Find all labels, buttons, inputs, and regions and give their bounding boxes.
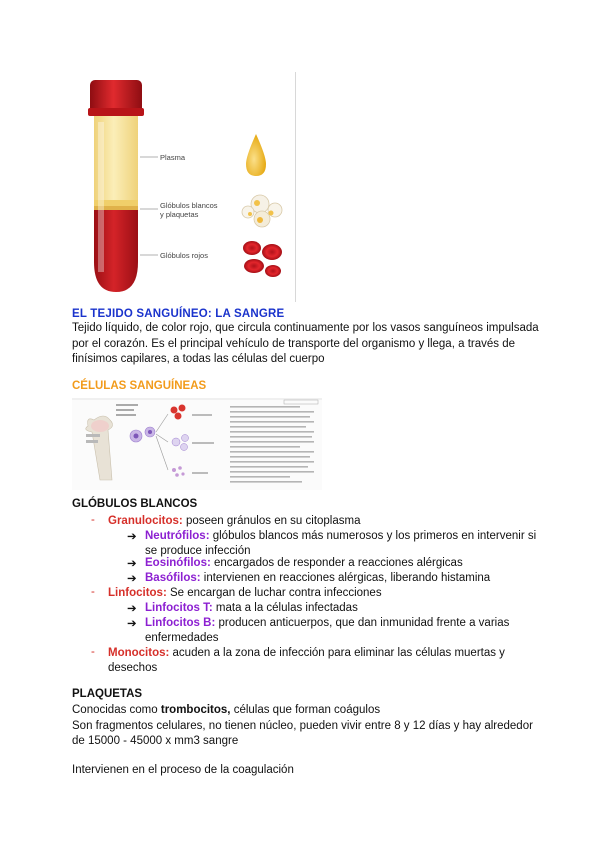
arrow-icon: ➔: [127, 573, 137, 585]
term-monocitos: Monocitos:: [108, 647, 170, 659]
desc-linfocitos-b-line1: producen anticuerpos, que dan inmunidad frente a varias: [215, 617, 510, 629]
list-item-linfocitos-b: [145, 616, 565, 646]
white-cells-label-line2: y plaquetas: [160, 210, 199, 219]
section-title-plaquetas: PLAQUETAS: [72, 688, 143, 700]
term-basofilos: Basófilos:: [145, 572, 201, 584]
figure-border: [295, 72, 296, 302]
plaquetas-line1-post: células que forman coágulos: [230, 704, 381, 716]
desc-granulocitos: poseen gránulos en su citoplasma: [182, 515, 361, 527]
hematopoiesis-illustration: [72, 398, 322, 490]
desc-basofilos: intervienen en reacciones alérgicas, liberando histamina: [200, 572, 491, 584]
plaquetas-line2: Son fragmentos celulares, no tienen núcleo, pueden vivir entre 8 y 12 días y hay alrededor: [72, 719, 533, 732]
section-title-tejido: EL TEJIDO SANGUÍNEO: LA SANGRE: [72, 308, 285, 320]
plaquetas-line4: Intervienen en el proceso de la coagulación: [72, 764, 294, 776]
term-granulocitos: Granulocitos:: [108, 515, 183, 527]
list-dash: -: [91, 586, 95, 598]
arrow-icon: ➔: [127, 618, 137, 630]
section-title-celulas: CÉLULAS SANGUÍNEAS: [72, 380, 207, 392]
blood-cells-figure: [72, 398, 322, 490]
desc-monocitos-line2: desechos: [108, 662, 158, 674]
list-item-linfocitos: [108, 586, 382, 601]
arrow-icon: ➔: [127, 531, 137, 543]
list-item-monocitos: [108, 646, 558, 676]
red-cells-cluster-icon: [243, 241, 282, 277]
desc-monocitos-line1: acuden a la zona de infección para eliminar las células muertas y: [169, 647, 505, 659]
plasma-label: Plasma: [160, 153, 186, 162]
term-linfocitos-t: Linfocitos T:: [145, 602, 213, 614]
section1-body-line1: Tejido líquido, de color rojo, que circula continuamente por los vasos sanguíneos impulsada: [72, 322, 539, 334]
section1-body-line2: por el corazón. Es el principal vehículo de transporte del organismo y llega, a través de: [72, 337, 515, 350]
plaquetas-body: [72, 703, 542, 750]
section1-body-line3: finísimos capilares, a todas las células del cuerpo: [72, 353, 325, 365]
white-cells-label-line1: Glóbulos blancos: [160, 201, 218, 210]
desc-eosinofilos: encargados de responder a reacciones alérgicas: [210, 557, 463, 569]
term-neutrofilos: Neutrófilos:: [145, 530, 210, 542]
desc-linfocitos-b-line2: enfermedades: [145, 632, 219, 644]
white-cells-cluster-icon: [242, 195, 282, 227]
term-eosinofilos: Eosinófilos:: [145, 557, 211, 569]
list-dash: -: [91, 514, 95, 526]
desc-linfocitos-t: mata a la células infectadas: [212, 602, 358, 614]
white-cells-label: [160, 201, 218, 219]
term-linfocitos: Linfocitos:: [108, 587, 167, 599]
plaquetas-line1-bold: trombocitos,: [160, 704, 231, 716]
red-cells-label: Glóbulos rojos: [160, 251, 208, 260]
arrow-icon: ➔: [127, 603, 137, 615]
desc-neutrofilos-line2: se produce infección: [145, 545, 251, 557]
plasma-drop-icon: [246, 134, 266, 176]
list-item-eosinofilos: [145, 556, 463, 571]
blood-tube-illustration: [78, 72, 296, 302]
section1-body: [72, 321, 542, 368]
arrow-icon: ➔: [127, 558, 137, 570]
desc-linfocitos: Se encargan de luchar contra infecciones: [166, 587, 382, 599]
section-title-globulos-blancos: GLÓBULOS BLANCOS: [72, 498, 198, 510]
list-item-neutrofilos: [145, 529, 565, 559]
plaquetas-line1-pre: Conocidas como: [72, 704, 161, 716]
desc-neutrofilos-line1: glóbulos blancos más numerosos y los primeros en intervenir si: [209, 530, 537, 542]
blood-tube-figure: [78, 72, 296, 302]
list-item-granulocitos: [108, 514, 361, 529]
list-item-linfocitos-t: [145, 601, 358, 616]
plaquetas-line3: de 15000 - 45000 x mm3 sangre: [72, 735, 239, 747]
list-dash: -: [91, 646, 95, 658]
list-item-basofilos: [145, 571, 490, 586]
term-linfocitos-b: Linfocitos B:: [145, 617, 216, 629]
